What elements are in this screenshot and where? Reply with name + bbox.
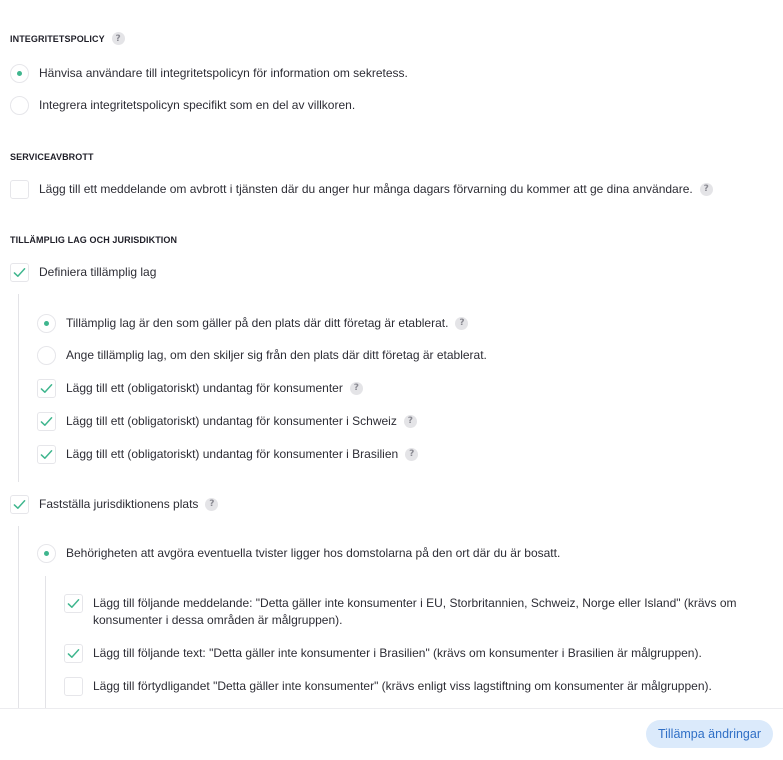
checkbox-notice-brazil[interactable]: Lägg till följande text: "Detta gäller inte konsumenter i Brasilien" (krävs om konsumenter i Brasilien är målgruppen). bbox=[64, 645, 702, 663]
checkbox-exception-brazil[interactable]: Lägg till ett (obligatoriskt) undantag för konsumenter i Brasilien ? bbox=[37, 446, 418, 464]
checkbox-jurisdiction[interactable]: Fastställa jurisdiktionens plats ? bbox=[10, 496, 218, 514]
footer-bar bbox=[0, 708, 783, 760]
indent-line bbox=[45, 576, 46, 708]
indent-line bbox=[18, 526, 19, 708]
radio-button[interactable] bbox=[37, 346, 56, 365]
checkbox[interactable] bbox=[64, 677, 83, 696]
radio-button[interactable] bbox=[37, 544, 56, 563]
indent-line bbox=[18, 294, 19, 482]
help-icon[interactable]: ? bbox=[205, 498, 218, 511]
checkbox-notice-consumers[interactable]: Lägg till förtydligandet "Detta gäller inte konsumenter" (krävs enligt viss lagstiftning om konsumenter är målgruppen). bbox=[64, 678, 712, 696]
checkbox[interactable] bbox=[10, 495, 29, 514]
help-icon[interactable]: ? bbox=[112, 32, 125, 45]
checkmark-icon bbox=[40, 382, 53, 395]
apply-changes-button[interactable]: Tillämpa ändringar bbox=[646, 720, 773, 748]
section-title-tillamplig-lag: TILLÄMPLIG LAG OCH JURISDIKTION bbox=[10, 235, 178, 245]
checkmark-icon bbox=[40, 415, 53, 428]
checkbox[interactable] bbox=[64, 644, 83, 663]
radio-law-company[interactable]: Tillämplig lag är den som gäller på den plats där ditt företag är etablerat. ? bbox=[37, 315, 468, 333]
checkbox[interactable] bbox=[37, 445, 56, 464]
radio-button[interactable] bbox=[37, 314, 56, 333]
checkmark-icon bbox=[67, 597, 80, 610]
checkmark-icon bbox=[40, 448, 53, 461]
radio-button[interactable] bbox=[10, 96, 29, 115]
help-icon[interactable]: ? bbox=[405, 448, 418, 461]
radio-privacy-refer[interactable]: Hänvisa användare till integritetspolicyn för information om sekretess. bbox=[10, 65, 408, 83]
help-icon[interactable]: ? bbox=[350, 382, 363, 395]
radio-dot-icon bbox=[17, 71, 22, 76]
section-title-integritetspolicy: INTEGRITETSPOLICY ? bbox=[10, 32, 125, 45]
checkmark-icon bbox=[13, 266, 26, 279]
checkbox[interactable] bbox=[10, 263, 29, 282]
checkbox-exception-switzerland[interactable]: Lägg till ett (obligatoriskt) undantag för konsumenter i Schweiz ? bbox=[37, 413, 417, 431]
radio-dot-icon bbox=[44, 551, 49, 556]
checkbox-notice-eu[interactable]: Lägg till följande meddelande: "Detta gäller inte konsumenter i EU, Storbritannien, Schweiz, Norge eller Island" (krävs om konsumenter i dessa områden är målgruppen). bbox=[64, 595, 764, 629]
checkbox[interactable] bbox=[10, 180, 29, 199]
section-title-serviceavbrott: SERVICEAVBROTT bbox=[10, 152, 94, 162]
radio-jurisdiction-residence[interactable]: Behörigheten att avgöra eventuella tvister ligger hos domstolarna på den ort där du är bosatt. bbox=[37, 545, 560, 563]
radio-dot-icon bbox=[44, 321, 49, 326]
checkmark-icon bbox=[67, 647, 80, 660]
checkbox-exception-consumers[interactable]: Lägg till ett (obligatoriskt) undantag för konsumenter ? bbox=[37, 380, 363, 398]
radio-button[interactable] bbox=[10, 64, 29, 83]
radio-privacy-integrate[interactable]: Integrera integritetspolicyn specifikt som en del av villkoren. bbox=[10, 97, 355, 115]
help-icon[interactable]: ? bbox=[455, 317, 468, 330]
checkbox[interactable] bbox=[64, 594, 83, 613]
checkbox-define-law[interactable]: Definiera tillämplig lag bbox=[10, 264, 156, 282]
checkmark-icon bbox=[13, 498, 26, 511]
help-icon[interactable]: ? bbox=[404, 415, 417, 428]
radio-law-custom[interactable]: Ange tillämplig lag, om den skiljer sig från den plats där ditt företag är etablerat. bbox=[37, 347, 487, 365]
checkbox-service-interruption[interactable]: Lägg till ett meddelande om avbrott i tjänsten där du anger hur många dagars förvarning du kommer att ge dina användare. ? bbox=[10, 181, 713, 199]
help-icon[interactable]: ? bbox=[700, 183, 713, 196]
checkbox[interactable] bbox=[37, 412, 56, 431]
checkbox[interactable] bbox=[37, 379, 56, 398]
